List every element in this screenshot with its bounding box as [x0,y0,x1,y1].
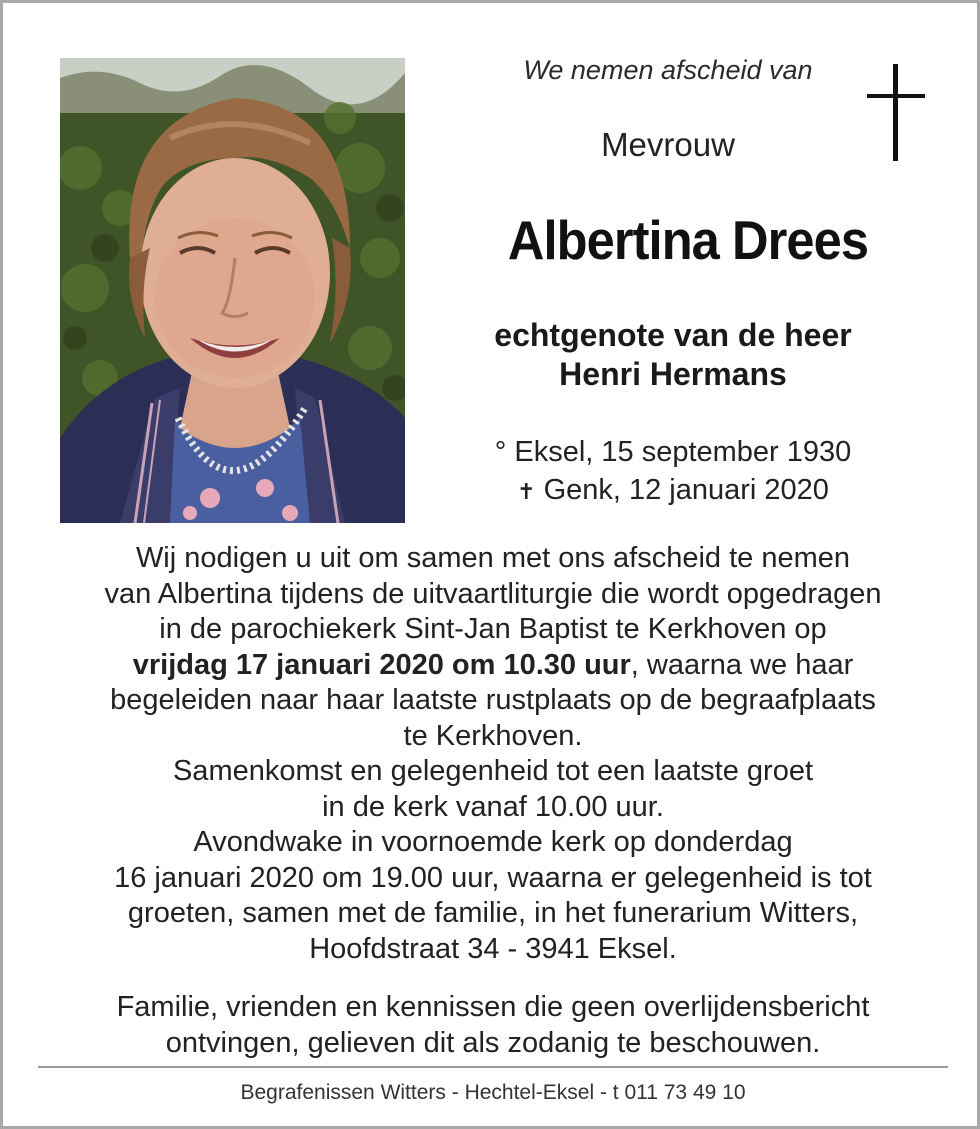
invitation-line: Wij nodigen u uit om samen met ons afscheid te nemen [135,542,851,574]
service-datetime: vrijdag 17 januari 2020 om 10.30 uur [132,648,631,681]
invitation-line: in de parochiekerk Sint-Jan Baptist te Kerkhoven op [159,613,827,645]
spouse-info [438,316,908,394]
death-date: Genk, 12 januari 2020 [543,474,829,506]
invitation-line-rest: , waarna we haar [630,648,854,681]
funeral-invitation [43,541,943,967]
invitation-line: van Albertina tijdens de uitvaartliturgie die wordt opgedragen [104,577,882,610]
invitation-line: in de kerk vanaf 10.00 uur. [322,790,664,823]
intro-text: We nemen afscheid van [523,55,813,85]
life-dates [438,433,908,511]
divider [38,1066,948,1068]
honorific: Mevrouw [601,126,735,163]
cross-icon [867,64,925,161]
closing-line: Familie, vrienden en kennissen die geen overlijdensbericht [116,991,870,1023]
invitation-line: Samenkomst en gelegenheid tot een laatste groet [172,755,814,787]
closing-note [43,990,943,1061]
invitation-line [43,648,943,684]
death-date-line [438,471,908,511]
deceased-name: Albertina Drees [507,209,869,271]
invitation-line: 16 januari 2020 om 19.00 uur, waarna er gelegenheid is tot [114,861,872,894]
closing-line: ontvingen, gelieven dit als zodanig te beschouwen. [165,1026,821,1059]
portrait-photo [60,58,405,523]
invitation-line: groeten, samen met de familie, in het funerarium Witters, [127,897,859,929]
invitation-line: Hoofdstraat 34 - 3941 Eksel. [309,932,677,965]
spouse-name: Henri Hermans [559,356,787,392]
funeral-home-footer: Begrafenissen Witters - Hechtel-Eksel - t 011 73 49 10 [240,1081,746,1104]
invitation-line: te Kerkhoven. [403,719,583,752]
invitation-line: Avondwake in voornoemde kerk op donderdag [193,826,793,858]
invitation-line: begeleiden naar haar laatste rustplaats op de begraafplaats [110,684,876,716]
dagger-icon: ✝ [517,479,536,504]
birth-date: ° Eksel, 15 september 1930 [494,436,852,468]
spouse-line: echtgenote van de heer [494,317,852,353]
